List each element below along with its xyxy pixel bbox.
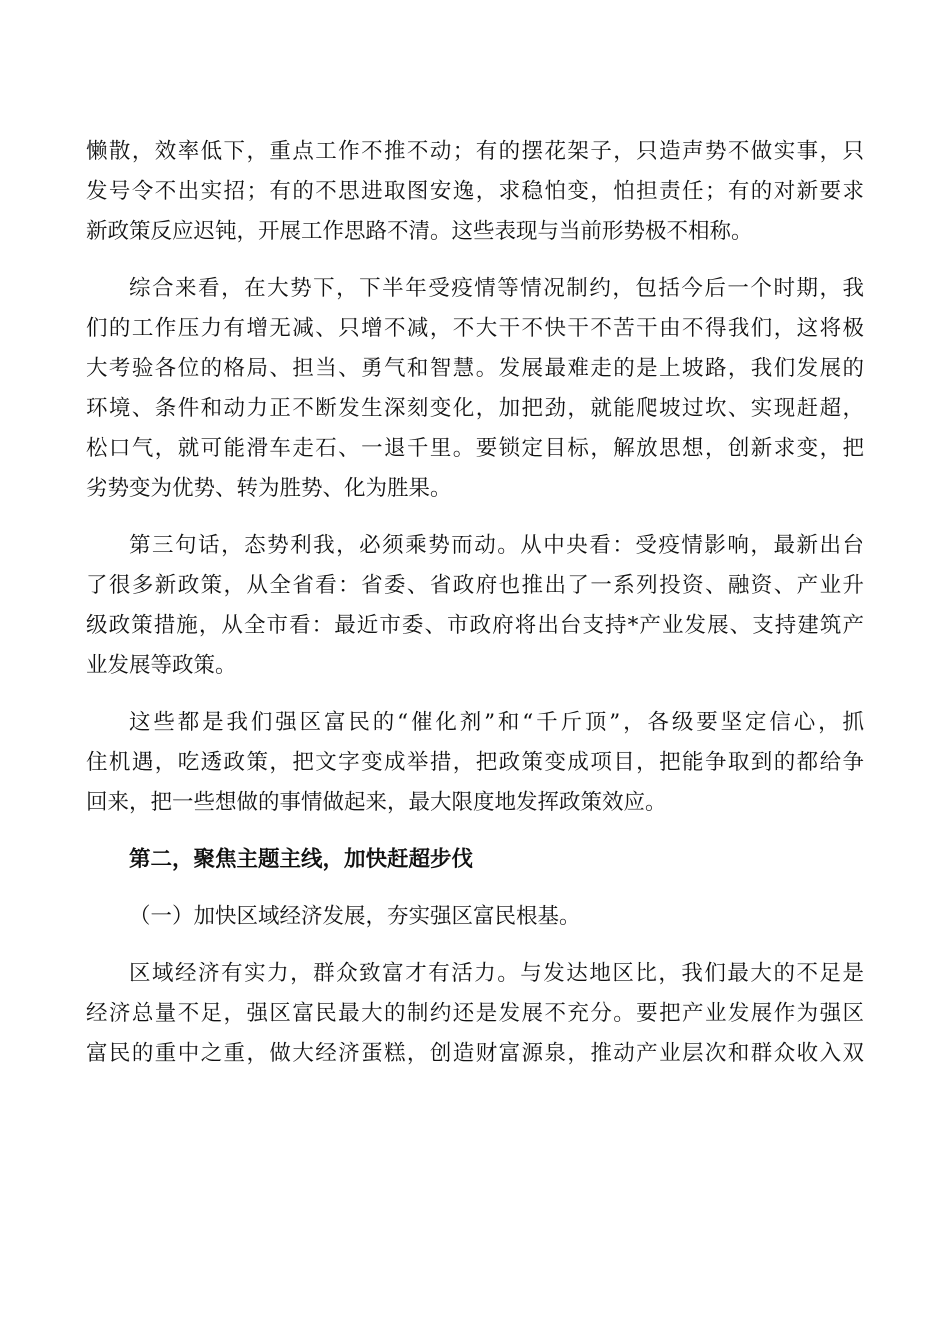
text-line: 富民的重中之重，做大经济蛋糕，创造财富源泉，推动产业层次和群众收入双: [86, 1041, 864, 1066]
text-line: 业发展等政策。: [86, 653, 237, 678]
subsection-heading: [86, 897, 864, 937]
paragraph: [86, 269, 864, 509]
text-line: 发号令不出实招；有的不思进取图安逸，求稳怕变，怕担责任；有的对新要求: [86, 179, 864, 204]
subheading-text: （一）加快区域经济发展，夯实强区富民根基。: [129, 904, 581, 929]
text-line: 级政策措施，从全市看：最近市委、市政府将出台支持*产业发展、支持建筑产: [86, 613, 864, 638]
text-line: 综合来看，在大势下，下半年受疫情等情况制约，包括今后一个时期，我: [129, 276, 864, 301]
text-line: 第三句话，态势利我，必须乘势而动。从中央看：受疫情影响，最新出台: [129, 533, 864, 558]
text-line: 懒散，效率低下，重点工作不推不动；有的摆花架子，只造声势不做实事，只: [86, 139, 864, 164]
text-line: 了很多新政策，从全省看：省委、省政府也推出了一系列投资、融资、产业升: [86, 573, 864, 598]
text-line: 住机遇，吃透政策，把文字变成举措，把政策变成项目，把能争取到的都给争: [86, 750, 864, 775]
text-line: 劣势变为优势、转为胜势、化为胜果。: [86, 476, 452, 501]
heading-text: 第二，聚焦主题主线，加快赶超步伐: [129, 847, 474, 872]
paragraph: [86, 132, 864, 252]
text-line: 回来，把一些想做的事情做起来，最大限度地发挥政策效应。: [86, 790, 667, 815]
text-line: 们的工作压力有增无减、只增不减，不大干不快干不苦干由不得我们，这将极: [86, 316, 864, 341]
text-line: 经济总量不足，强区富民最大的制约还是发展不充分。要把产业发展作为强区: [86, 1001, 864, 1026]
paragraph: [86, 703, 864, 823]
text-line: 环境、条件和动力正不断发生深刻变化，加把劲，就能爬坡过坎、实现赶超，: [86, 396, 864, 421]
text-line: 松口气，就可能滑车走石、一退千里。要锁定目标，解放思想，创新求变，把: [86, 436, 864, 461]
text-line: 区域经济有实力，群众致富才有活力。与发达地区比，我们最大的不足是: [129, 961, 864, 986]
text-line: 这些都是我们强区富民的“催化剂”和“千斤顶”，各级要坚定信心，抓: [129, 710, 864, 735]
text-line: 新政策反应迟钝，开展工作思路不清。这些表现与当前形势极不相称。: [86, 219, 753, 244]
paragraph: [86, 526, 864, 686]
text-line: 大考验各位的格局、担当、勇气和智慧。发展最难走的是上坡路，我们发展的: [86, 356, 864, 381]
document-body: [86, 132, 864, 1074]
section-heading: [86, 840, 864, 880]
paragraph: [86, 954, 864, 1074]
